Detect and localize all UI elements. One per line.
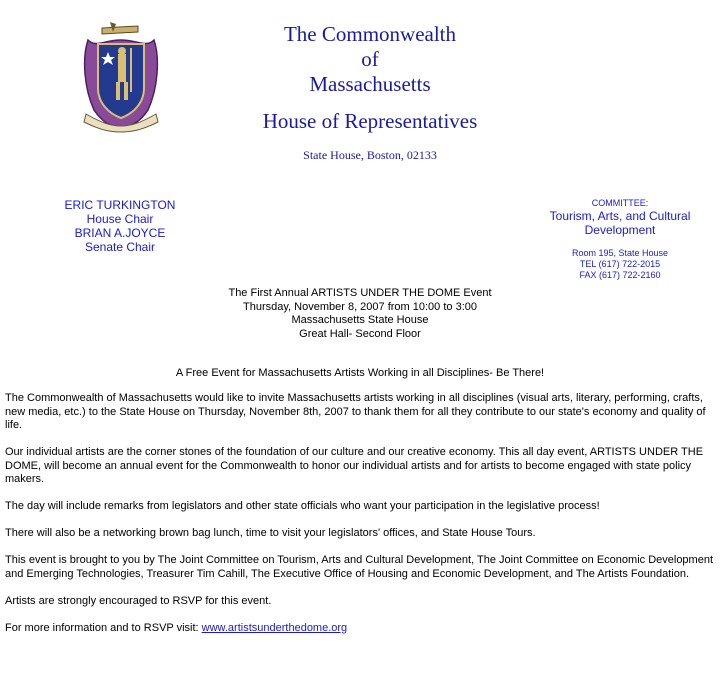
massachusetts-seal-icon bbox=[80, 18, 162, 133]
chair-line: BRIAN A.JOYCE bbox=[74, 226, 166, 240]
title-line-1: The Commonwealth bbox=[283, 22, 457, 46]
committee-fax: FAX (617) 722-2160 bbox=[579, 270, 661, 280]
committee-name-line-2: Development bbox=[584, 223, 656, 237]
chair-line: ERIC TURKINGTON bbox=[64, 198, 176, 212]
committee-heading: COMMITTEE: bbox=[591, 198, 649, 208]
event-details bbox=[180, 287, 540, 341]
event-line: Thursday, November 8, 2007 from 10:00 to 3:00 bbox=[243, 300, 477, 313]
chair-line: Senate Chair bbox=[84, 240, 156, 254]
chair-line: House Chair bbox=[86, 212, 154, 226]
committee-block bbox=[520, 198, 720, 281]
rsvp-prefix: For more information and to RSVP visit: bbox=[5, 621, 202, 634]
paragraph: Artists are strongly encouraged to RSVP for this event. bbox=[5, 594, 272, 607]
committee-tel: TEL (617) 722-2015 bbox=[579, 259, 661, 269]
paragraph: This event is brought to you by The Joint Committee on Tourism, Arts and Cultural Development, The Joint Committee on Economic Development and Emerging Technologies, Treasurer Tim Cahill, The Executive Office of Housing and Economic Development, and The Artists Foundation. bbox=[5, 554, 714, 580]
title-line-2: of bbox=[361, 47, 379, 71]
chairs-block bbox=[50, 198, 190, 254]
paragraph: Our individual artists are the corner stones of the foundation of our culture and our creative economy. This all day event, ARTISTS UNDER THE DOME, will become an annual event for the Commonwealth to honor our individual artists and for artists to become engaged with state policy makers. bbox=[5, 446, 704, 485]
rsvp-link[interactable]: www.artistsunderthedome.org bbox=[201, 621, 348, 634]
paragraph: The Commonwealth of Massachusetts would like to invite Massachusetts artists working in all disciplines (visual arts, literary, performing, crafts, new media, etc.) to the State House on Thursday, November 8th, 2007 to thank them for all they contribute to our state's economy and quality of life. bbox=[5, 392, 706, 431]
paragraph: The day will include remarks from legislators and other state officials who want your participation in the legislative process! bbox=[5, 500, 600, 512]
tagline: A Free Event for Massachusetts Artists Working in all Disciplines- Be There! bbox=[175, 367, 545, 379]
title-line-3: Massachusetts bbox=[309, 72, 431, 96]
rsvp-paragraph bbox=[5, 622, 717, 636]
body-text bbox=[5, 392, 717, 649]
event-line: Great Hall- Second Floor bbox=[299, 327, 421, 340]
event-line: Massachusetts State House bbox=[291, 314, 429, 326]
address: State House, Boston, 02133 bbox=[303, 148, 437, 162]
house-heading: House of Representatives bbox=[262, 109, 478, 133]
event-line: The First Annual ARTISTS UNDER THE DOME Event bbox=[228, 287, 492, 299]
paragraph: There will also be a networking brown bag lunch, time to visit your legislators' offices, and State House Tours. bbox=[5, 527, 536, 539]
committee-name-line-1: Tourism, Arts, and Cultural bbox=[549, 209, 691, 223]
committee-room: Room 195, State House bbox=[571, 248, 669, 258]
letterhead-title bbox=[230, 22, 510, 163]
